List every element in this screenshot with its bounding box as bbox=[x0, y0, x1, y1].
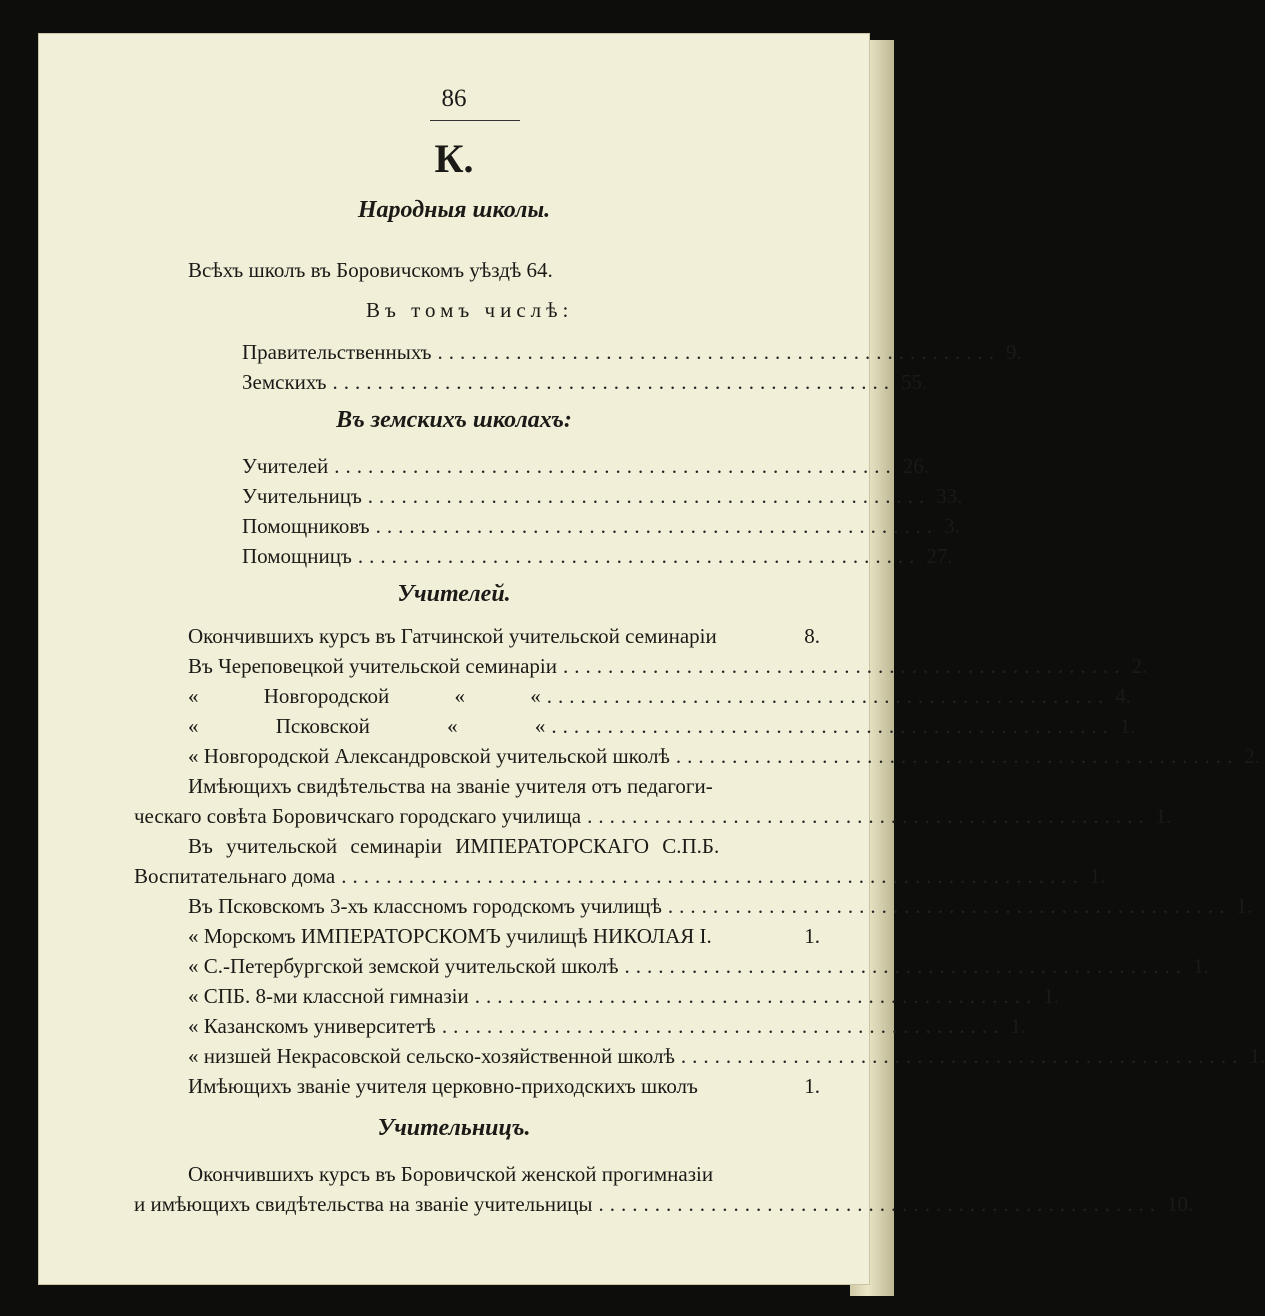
teacher-row bbox=[188, 983, 1059, 1009]
dot-leader: .................................................. bbox=[680, 1044, 1244, 1068]
row-label: Окончившихъ курсъ въ Гатчинской учительской семинаріи bbox=[188, 624, 717, 648]
row-label: Учительницъ bbox=[242, 484, 362, 508]
row-value: 9. bbox=[1005, 340, 1022, 364]
row-label: Въ Псковскомъ 3-хъ классномъ городскомъ училищѣ bbox=[188, 894, 662, 918]
heading-teachers-female: Учительницъ. bbox=[377, 1115, 531, 1141]
teacher-row bbox=[188, 1073, 820, 1099]
row-label: Помощницъ bbox=[242, 544, 352, 568]
teacher-row bbox=[188, 653, 1148, 679]
row-value: 8. bbox=[804, 624, 820, 648]
dot-leader: .................................................. bbox=[474, 984, 1038, 1008]
row-value: 1. bbox=[1236, 894, 1253, 918]
row-value: 33. bbox=[936, 484, 963, 508]
row-value: 1. bbox=[1089, 864, 1106, 888]
row-label: Имѣющихъ званіе учителя церковно-приходскихъ школъ bbox=[188, 1074, 698, 1098]
dot-leader: .................................................. bbox=[441, 1014, 1005, 1038]
teacher-row bbox=[134, 863, 1106, 889]
teacher-row bbox=[188, 833, 820, 859]
teacher-row bbox=[188, 893, 1253, 919]
row-value: 55. bbox=[900, 370, 928, 394]
row-label: Воспитательнаго дома bbox=[134, 864, 336, 888]
row-value: 3. bbox=[944, 514, 960, 538]
page-number: 86 bbox=[441, 85, 467, 112]
row-label: Правительственныхъ bbox=[242, 340, 432, 364]
row-label: « СПБ. 8-ми классной гимназіи bbox=[188, 984, 469, 1008]
dot-leader: .................................................. bbox=[367, 484, 931, 508]
teacher-row bbox=[188, 743, 1261, 769]
row-label: и имѣющихъ свидѣтельства на званіе учительницы bbox=[134, 1192, 593, 1216]
staff-row bbox=[242, 483, 963, 509]
dot-leader: .................................................. bbox=[675, 744, 1239, 768]
dot-leader: .................................................. bbox=[667, 894, 1231, 918]
dot-leader: .................................................. bbox=[357, 544, 921, 568]
dot-leader: .................................................. bbox=[375, 514, 939, 538]
row-value: 27. bbox=[926, 544, 953, 568]
row-value: 1. bbox=[1155, 804, 1172, 828]
row-value: 1. bbox=[1010, 1014, 1027, 1038]
dot-leader: .................................................. bbox=[587, 804, 1150, 828]
dot-leader: .................................................. bbox=[562, 654, 1126, 678]
teacher-female-row bbox=[134, 1191, 1194, 1217]
staff-row bbox=[242, 543, 953, 569]
row-label: Имѣющихъ свидѣтельства на званіе учителя отъ педагоги- bbox=[188, 774, 713, 798]
dot-leader: .................................................. bbox=[437, 340, 1000, 364]
teacher-row bbox=[188, 623, 820, 649]
total-schools: Всѣхъ школъ въ Боровичскомъ уѣздѣ 64. bbox=[188, 258, 553, 282]
dot-leader: .................................................. bbox=[334, 454, 897, 478]
teacher-row bbox=[134, 803, 1172, 829]
row-label: Земскихъ bbox=[242, 370, 327, 394]
dot-leader: .................................................. bbox=[551, 714, 1114, 738]
dot-leader: .................................................. bbox=[624, 954, 1187, 978]
heading-zemstvo-schools: Въ земскихъ школахъ: bbox=[336, 407, 572, 433]
row-label: Въ учительской семинаріи ИМПЕРАТОРСКАГО С.П.Б. bbox=[188, 834, 720, 858]
row-label: « низшей Некрасовской сельско-хозяйственной школѣ bbox=[188, 1044, 675, 1068]
row-value: 4. bbox=[1115, 684, 1131, 708]
row-value: 1. bbox=[1043, 984, 1059, 1008]
row-value: 1. bbox=[1119, 714, 1136, 738]
teacher-row bbox=[188, 683, 1131, 709]
row-label: « Морскомъ ИМПЕРАТОРСКОМЪ училищѣ НИКОЛАЯ I. bbox=[188, 924, 712, 948]
row-label: « Новгородской Александровской учительской школѣ bbox=[188, 744, 670, 768]
teacher-row bbox=[188, 773, 820, 799]
book-page bbox=[38, 33, 1265, 1285]
dot-leader: .................................................. bbox=[546, 684, 1110, 708]
teacher-row bbox=[188, 1013, 1027, 1039]
row-value: 2. bbox=[1244, 744, 1261, 768]
row-label: Помощниковъ bbox=[242, 514, 370, 538]
teacher-row bbox=[188, 953, 1209, 979]
heading-schools: Народныя школы. bbox=[357, 197, 551, 223]
including-label: Въ томъ числѣ: bbox=[366, 298, 574, 322]
section-letter: К. bbox=[434, 136, 474, 181]
row-value: 10. bbox=[1167, 1192, 1194, 1216]
row-value: 1. bbox=[1249, 1044, 1265, 1068]
teacher-female-row bbox=[188, 1161, 820, 1187]
teacher-row bbox=[188, 923, 820, 949]
row-value: 26. bbox=[902, 454, 929, 478]
row-value: 1. bbox=[1193, 954, 1209, 978]
row-label: ческаго совѣта Боровичскаго городскаго училища bbox=[134, 804, 582, 828]
dot-leader: .................................................. bbox=[598, 1192, 1162, 1216]
school-type-row bbox=[242, 369, 928, 395]
row-label: « С.-Петербургской земской учительской школѣ bbox=[188, 954, 619, 978]
row-value: 2. bbox=[1131, 654, 1148, 678]
row-label: « Казанскомъ университетѣ bbox=[188, 1014, 436, 1038]
row-label: « Псковской « « bbox=[188, 714, 546, 738]
row-value: 1. bbox=[804, 1074, 820, 1098]
staff-row bbox=[242, 513, 960, 539]
row-label: « Новгородской « « bbox=[188, 684, 541, 708]
row-label: Въ Череповецкой учительской семинаріи bbox=[188, 654, 557, 678]
staff-row bbox=[242, 453, 929, 479]
row-label: Учителей bbox=[242, 454, 329, 478]
page-number-rule bbox=[430, 120, 520, 121]
dot-leader: .................................................. bbox=[332, 370, 895, 394]
teacher-row bbox=[188, 713, 1136, 739]
row-value: 1. bbox=[804, 924, 820, 948]
dot-leader: .................................................................. bbox=[341, 864, 1084, 888]
row-label: Окончившихъ курсъ въ Боровичской женской прогимназіи bbox=[188, 1162, 714, 1186]
school-type-row bbox=[242, 339, 1022, 365]
teacher-row bbox=[188, 1043, 1265, 1069]
heading-teachers: Учителей. bbox=[397, 581, 511, 607]
